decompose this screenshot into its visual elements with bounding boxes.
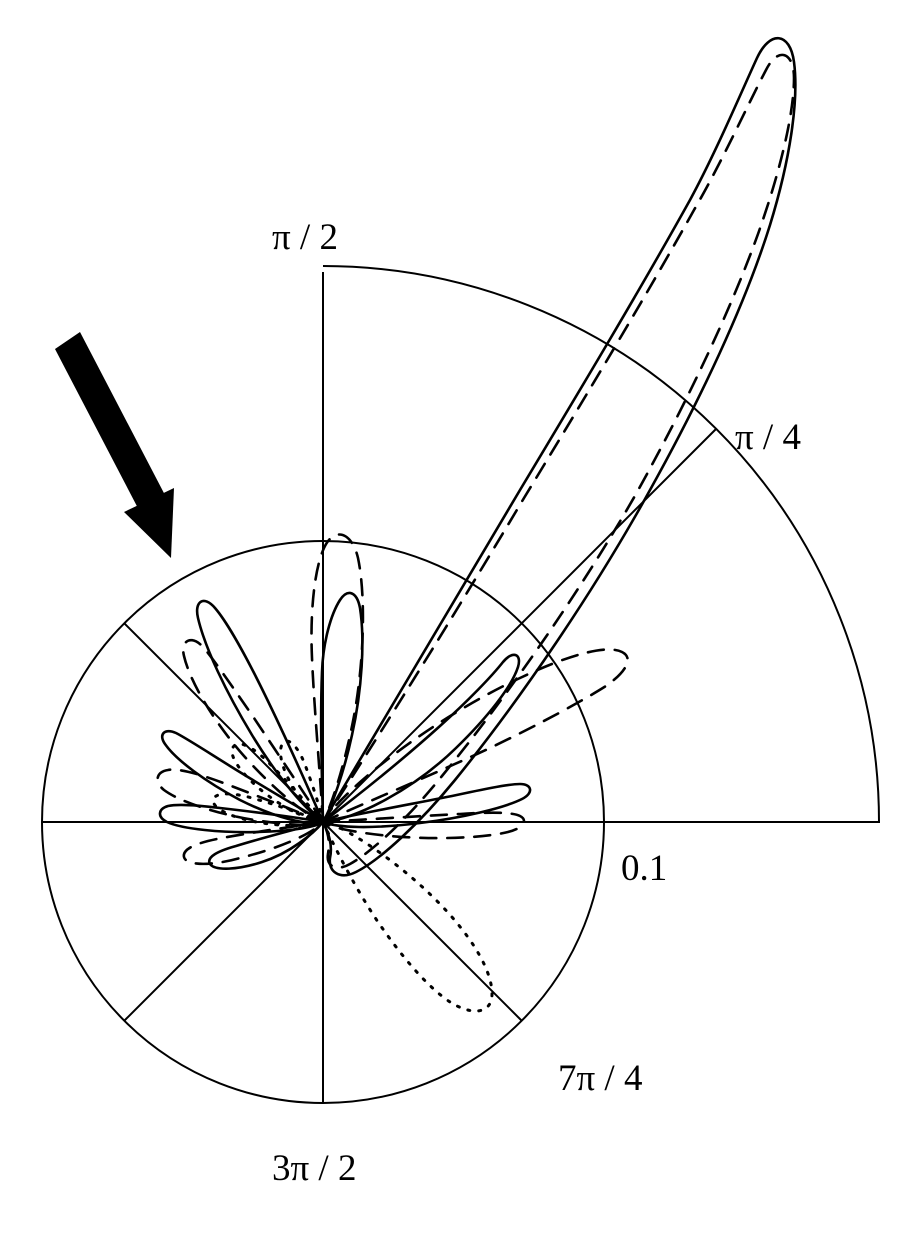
dashed-main-lobe [323, 55, 794, 868]
dashed-lobe-124 [183, 640, 323, 822]
incidence-arrow [55, 332, 174, 558]
solid-main-lobe [323, 38, 795, 875]
label-3pi-over-2: 3π / 2 [272, 1148, 357, 1189]
arrow-shaft [55, 332, 166, 514]
label-pi-over-4: π / 4 [735, 417, 801, 458]
series-dashed [158, 55, 794, 868]
polar-axes [42, 266, 880, 1103]
label-7pi-over-4: 7π / 4 [558, 1058, 643, 1099]
axis-spoke-225 [124, 822, 323, 1021]
axis-spoke-315 [323, 822, 522, 1021]
dotted-lobe-300 [323, 822, 492, 1011]
dashed-lobe-94 [312, 535, 363, 822]
label-pi-over-2: π / 2 [272, 217, 338, 258]
label-radius-0-1: 0.1 [621, 848, 668, 889]
